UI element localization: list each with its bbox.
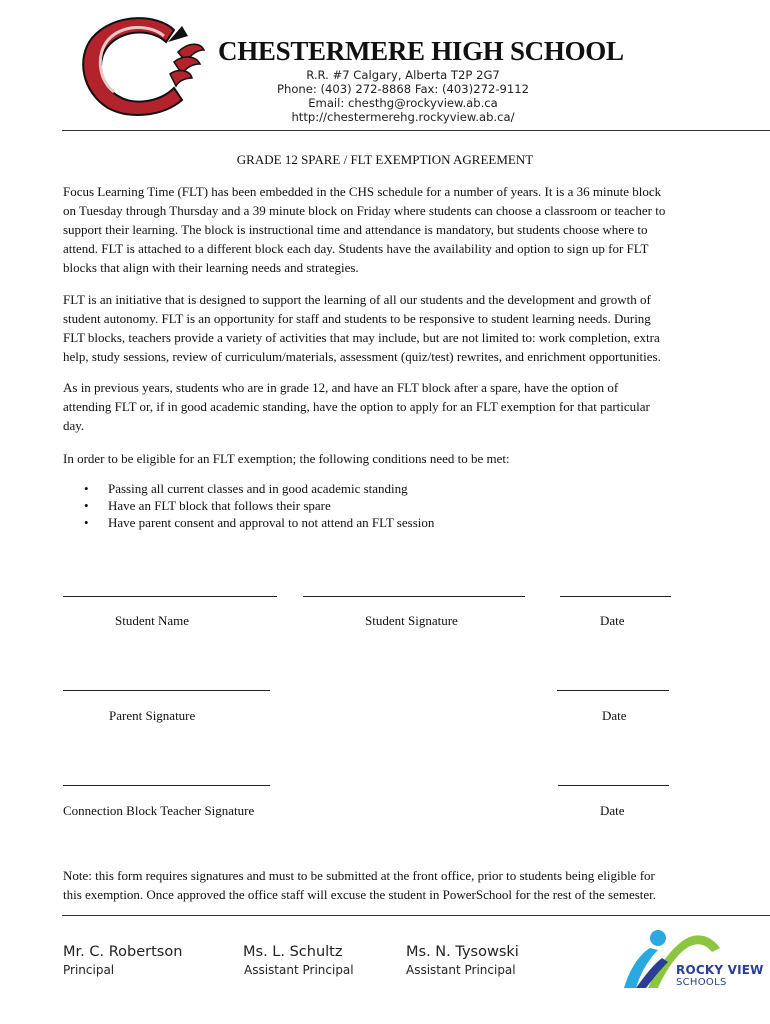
- student-date-label: Date: [600, 613, 625, 628]
- assistant-principal-1-name: Ms. L. Schultz: [243, 944, 343, 960]
- parent-date-line[interactable]: [557, 690, 669, 691]
- paragraph-flt-intro: Focus Learning Time (FLT) has been embedded in the CHS schedule for a number of years. It is a 36 minute block on Tuesday through Thursday and a 39 minute block on Friday where students can choose a classroom or teacher to support their learning. The block is instructional time and attendance is mandatory, but students choose where to attend. FLT is attached to a different block each day. Students have the availability and option to sign up for FLT blocks that align with their learning needs and strategies.: [63, 184, 666, 275]
- district-subtitle: SCHOOLS: [676, 977, 727, 988]
- list-item: • Have parent consent and approval to not attend an FLT session: [84, 515, 435, 530]
- student-signature-label: Student Signature: [365, 613, 458, 628]
- school-phone-fax: Phone: (403) 272-8868 Fax: (403)272-9112: [276, 82, 530, 96]
- principal-role: Principal: [63, 963, 115, 977]
- student-name-label: Student Name: [115, 613, 190, 628]
- submission-note: Note: this form requires signatures and must to be submitted at the front office, prior to students being eligible for this exemption. Once approved the office staff will excuse the student in PowerSchool for the rest of the semester.: [63, 868, 657, 902]
- district-name: ROCKY VIEW: [676, 963, 764, 977]
- student-name-line[interactable]: [63, 596, 277, 597]
- parent-signature-label: Parent Signature: [109, 708, 196, 723]
- school-address: R.R. #7 Calgary, Alberta T2P 2G7: [306, 68, 500, 82]
- principal-name: Mr. C. Robertson: [63, 944, 183, 960]
- assistant-principal-2-role: Assistant Principal: [406, 963, 516, 977]
- school-logo-icon: [78, 12, 206, 120]
- paragraph-eligibility: In order to be eligible for an FLT exemption; the following conditions need to be met:: [63, 451, 510, 466]
- list-item: • Passing all current classes and in good academic standing: [84, 481, 408, 496]
- teacher-signature-line[interactable]: [63, 785, 270, 786]
- assistant-principal-1-role: Assistant Principal: [244, 963, 354, 977]
- paragraph-grade12-option: As in previous years, students who are in grade 12, and have an FLT block after a spare, have the option of attending FLT or, if in good academic standing, have the option to apply for an FLT exemption for that particular day.: [63, 380, 650, 433]
- paragraph-flt-initiative: FLT is an initiative that is designed to support the learning of all our students and the development and growth of student autonomy. FLT is an opportunity for staff and students to be responsive to student learning needs. During FLT blocks, teachers provide a variety of activities that may include, but are not limited to: work completion, extra help, study sessions, review of curriculum/materials, assessment (quiz/test) rewrites, and enrichment opportunities.: [63, 292, 661, 364]
- school-name: CHESTERMERE HIGH SCHOOL: [218, 36, 624, 66]
- document-title: GRADE 12 SPARE / FLT EXEMPTION AGREEMENT: [236, 152, 534, 167]
- school-email: Email: chesthg@rockyview.ab.ca: [308, 96, 498, 110]
- footer-divider: [62, 915, 770, 916]
- teacher-date-label: Date: [600, 803, 625, 818]
- parent-signature-line[interactable]: [63, 690, 270, 691]
- assistant-principal-2-name: Ms. N. Tysowski: [406, 944, 519, 960]
- conditions-list: [62, 480, 434, 531]
- student-signature-line[interactable]: [303, 596, 525, 597]
- student-date-line[interactable]: [560, 596, 671, 597]
- parent-date-label: Date: [602, 708, 627, 723]
- teacher-signature-label: Connection Block Teacher Signature: [63, 803, 255, 818]
- list-item: • Have an FLT block that follows their spare: [84, 498, 331, 513]
- school-website: http://chestermerehg.rockyview.ab.ca/: [291, 110, 515, 124]
- header-divider: [62, 130, 770, 131]
- teacher-date-line[interactable]: [558, 785, 669, 786]
